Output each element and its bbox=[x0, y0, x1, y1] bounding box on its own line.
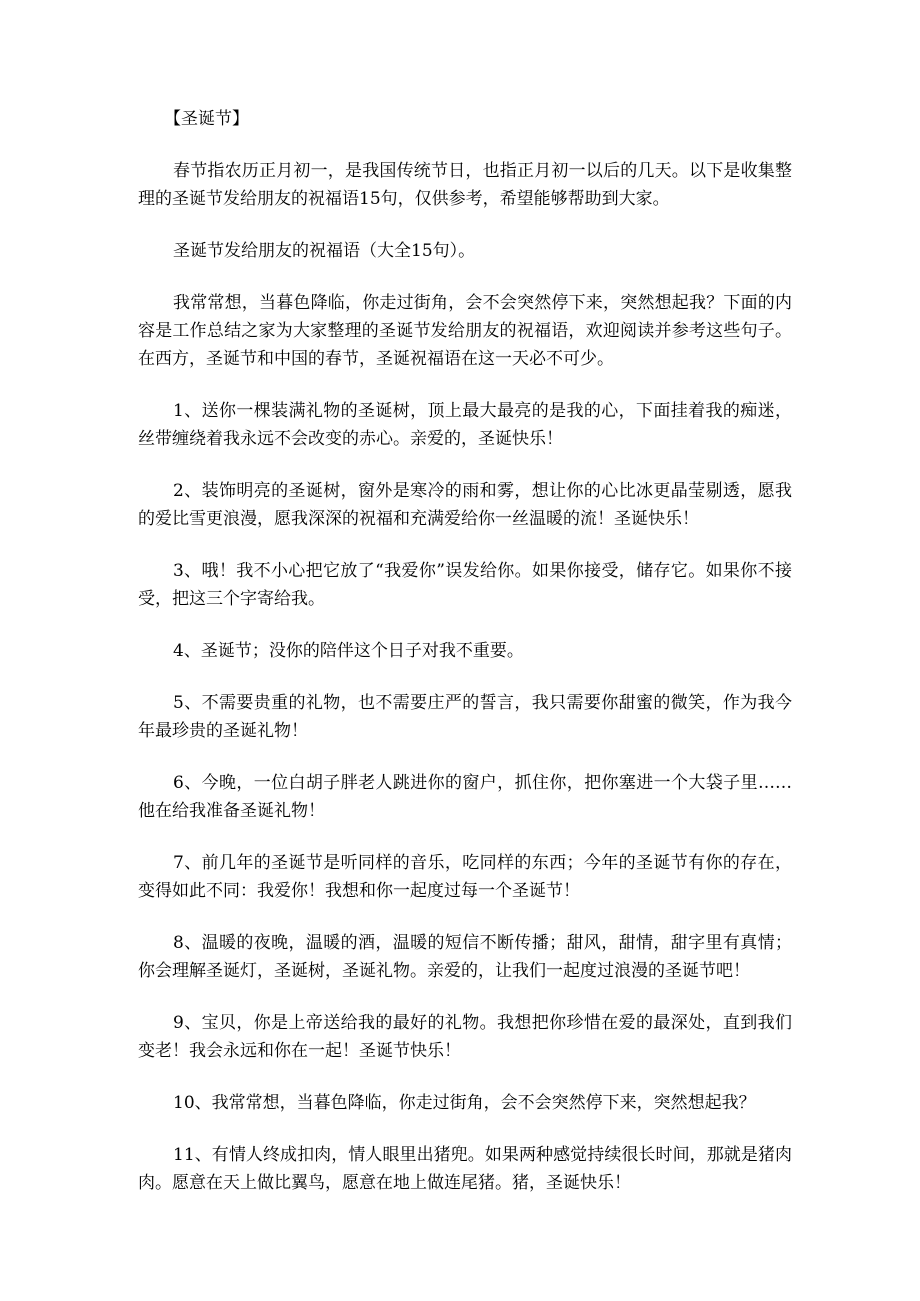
greeting-item-9: 9、宝贝，你是上帝送给我的最好的礼物。我想把你珍惜在爱的最深处，直到我们变老！我会永远和你在一起！圣诞节快乐！ bbox=[138, 1013, 792, 1061]
document-body bbox=[138, 105, 792, 1221]
greeting-item-5: 5、不需要贵重的礼物，也不需要庄严的誓言，我只需要你甜蜜的微笑，作为我今年最珍贵的圣诞礼物！ bbox=[138, 693, 792, 741]
document-heading: 【圣诞节】 bbox=[164, 109, 249, 129]
greeting-item-7: 7、前几年的圣诞节是听同样的音乐，吃同样的东西；今年的圣诞节有你的存在，变得如此不同：我爱你！我想和你一起度过每一个圣诞节！ bbox=[138, 853, 792, 901]
greeting-item-4: 4、圣诞节；没你的陪伴这个日子对我不重要。 bbox=[173, 641, 524, 661]
greeting-item-2: 2、装饰明亮的圣诞树，窗外是寒冷的雨和雾，想让你的心比冰更晶莹剔透，愿我的爱比雪更浪漫，愿我深深的祝福和充满爱给你一丝温暖的流！圣诞快乐！ bbox=[138, 481, 792, 529]
greeting-item-3: 3、哦！我不小心把它放了“我爱你”误发给你。如果你接受，储存它。如果你不接受，把这三个字寄给我。 bbox=[138, 561, 792, 609]
lead-paragraph: 我常常想，当暮色降临，你走过街角，会不会突然停下来，突然想起我？下面的内容是工作总结之家为大家整理的圣诞节发给朋友的祝福语，欢迎阅读并参考这些句子。在西方，圣诞节和中国的春节，圣诞祝福语在这一天必不可少。 bbox=[138, 293, 792, 369]
greeting-item-11: 11、有情人终成扣肉，情人眼里出猪兜。如果两种感觉持续很长时间，那就是猪肉肉。愿意在天上做比翼鸟，愿意在地上做连尾猪。猪，圣诞快乐！ bbox=[138, 1145, 792, 1193]
greeting-item-10: 10、我常常想，当暮色降临，你走过街角，会不会突然停下来，突然想起我？ bbox=[173, 1093, 756, 1113]
greeting-item-8: 8、温暖的夜晚，温暖的酒，温暖的短信不断传播；甜风，甜情，甜字里有真情；你会理解圣诞灯，圣诞树，圣诞礼物。亲爱的，让我们一起度过浪漫的圣诞节吧！ bbox=[138, 933, 792, 981]
greeting-item-6: 6、今晚，一位白胡子胖老人跳进你的窗户，抓住你，把你塞进一个大袋子里……他在给我准备圣诞礼物！ bbox=[138, 773, 792, 821]
intro-paragraph: 春节指农历正月初一，是我国传统节日，也指正月初一以后的几天。以下是收集整理的圣诞节发给朋友的祝福语15句，仅供参考，希望能够帮助到大家。 bbox=[138, 161, 792, 209]
subtitle-paragraph: 圣诞节发给朋友的祝福语（大全15句）。 bbox=[173, 241, 476, 261]
greeting-item-1: 1、送你一棵装满礼物的圣诞树，顶上最大最亮的是我的心，下面挂着我的痴迷，丝带缠绕着我永远不会改变的赤心。亲爱的，圣诞快乐！ bbox=[138, 401, 792, 449]
